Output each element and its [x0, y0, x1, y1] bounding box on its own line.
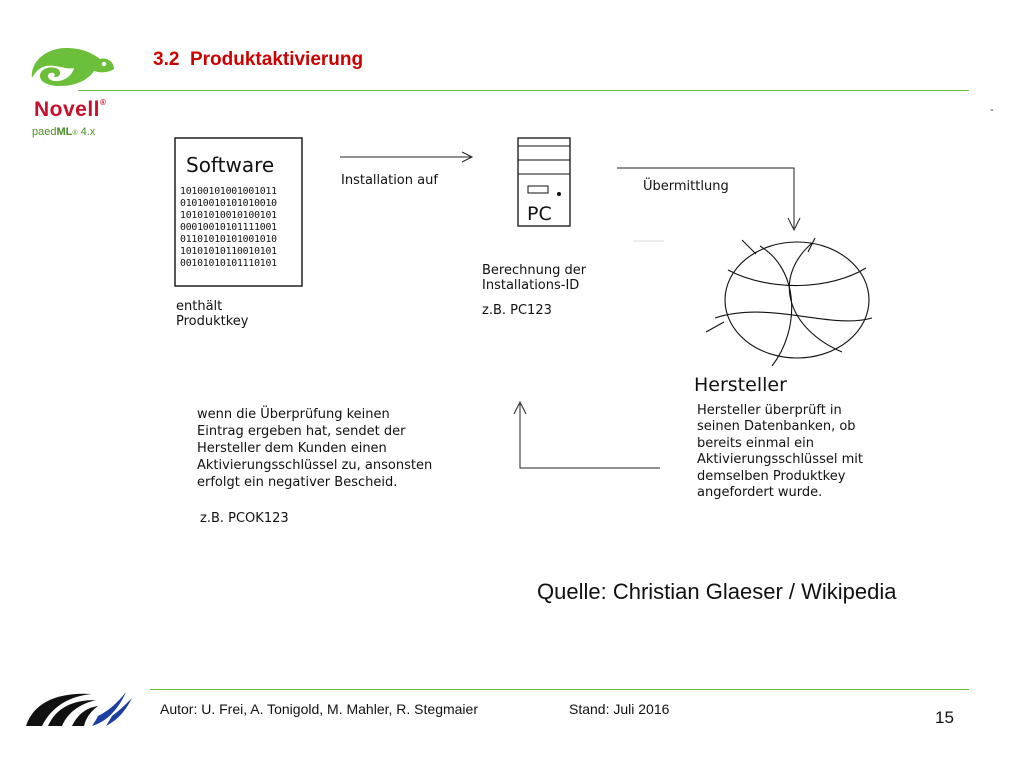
- software-binary-code: 10100101001001011 01010010101010010 10101010010100101 00010010101111001 01101010101001010 10101010110010101 00101010101110101: [180, 186, 277, 269]
- pc-label: PC: [527, 203, 552, 225]
- response-text: wenn die Überprüfung keinen Eintrag ergeben hat, sendet der Hersteller dem Kunden einen Aktivierungsschlüssel zu, ansonsten erfolgt ein negativer Bescheid.: [197, 407, 433, 490]
- install-arrow: [340, 152, 472, 162]
- software-caption: enthält Produktkey: [176, 299, 249, 329]
- transfer-arrow-label: Übermittlung: [643, 179, 729, 194]
- product-line-trademark: ®: [72, 130, 78, 137]
- product-line-bold: ML: [56, 126, 73, 138]
- source-credit: Quelle: Christian Glaeser / Wikipedia: [537, 579, 897, 604]
- pc-example: z.B. PC123: [482, 303, 552, 318]
- response-example: z.B. PCOK123: [200, 511, 289, 526]
- install-arrow-label: Installation auf: [341, 173, 438, 188]
- globe-icon: [706, 238, 872, 366]
- manufacturer-title: Hersteller: [694, 374, 787, 396]
- slide-title: 3.2 Produktaktivierung: [153, 49, 364, 70]
- novell-wordmark: Novell: [34, 98, 101, 121]
- novell-trademark: ®: [100, 98, 107, 107]
- school-logo-icon: [22, 688, 134, 730]
- footer-date: Stand: Juli 2016: [569, 701, 670, 717]
- manufacturer-text: Hersteller überprüft in seinen Datenbanken, ob bereits einmal ein Aktivierungsschlüssel mit demselben Produktkey angefordert wurde.: [697, 403, 863, 501]
- product-line-suffix: 4.x: [80, 126, 96, 138]
- pc-caption: Berechnung der Installations-ID: [482, 263, 587, 293]
- software-title: Software: [186, 153, 275, 177]
- header-right-mark: -: [990, 104, 994, 116]
- transfer-arrow: [617, 168, 800, 230]
- return-arrow: [514, 402, 660, 468]
- footer-authors: Autor: U. Frei, A. Tonigold, M. Mahler, R. Stegmaier: [160, 701, 478, 717]
- product-line-prefix: paed: [32, 126, 57, 138]
- page-number: 15: [935, 708, 954, 727]
- footer-divider: [150, 689, 969, 690]
